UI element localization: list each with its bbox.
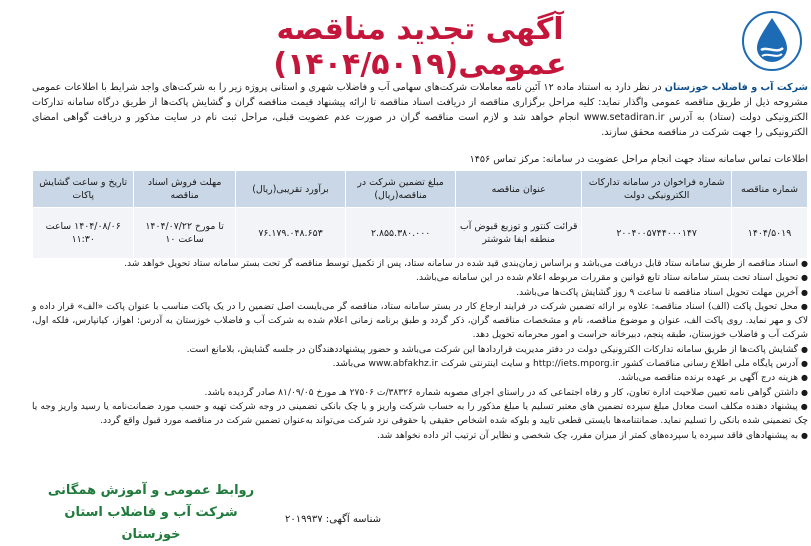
intro-text: در نظر دارد به استناد ماده ۱۲ آئین نامه معاملات شرکت‌های سهامی آب و فاضلاب شهری و استانی پروژه زیر را به شرکت‌های واجد شرایط با اطلاعات عمومی مشروحه ذیل از طریق مناقصه عمومی واگذار نماید: کلیه مراحل برگزاری مناقصه از دریافت اسناد مناقصه تا ارائه پیشنهاد قیمت مناقصه گران و گشایش پاکت‌ها از طریق درگاه سامانه تدارکات الکترونیکی دولت (ستاد) به آدرس www.setadiran.ir انجام خواهد شد و لازم است مناقصه گران در صورت عدم عضویت قبلی، مراحل ثبت نام در سایت مذکور و دریافت گواهی امضای الکترونیکی را جهت شرکت در مناقصه محقق سازند. [32, 82, 808, 138]
col-tender-title: عنوان مناقصه [456, 171, 582, 208]
list-item: ●گشایش پاکت‌ها از طریق سامانه تدارکات الکترونیکی دولت در دفتر مدیریت قراردادها این شرکت می‌باشد و حضور پیشنهاددهندگان در جلسه گشایش، بلامانع است. [186, 344, 808, 355]
col-setad-number: شماره فراخوان در سامانه تدارکات الکترونیکی دولت [582, 171, 732, 208]
list-item: ●هزینه درج آگهی بر عهده برنده مناقصه می‌باشد. [618, 373, 808, 384]
bullet-icon: ● [801, 344, 808, 354]
cell-tender-number: ۱۴۰۴/۵۰۱۹ [732, 208, 808, 259]
bullet-icon: ● [801, 430, 808, 440]
notes-list [32, 257, 808, 443]
company-signature: شرکت آب و فاضلاب استان خوزستان [64, 505, 238, 542]
cell-sale-deadline: تا مورخ ۱۴۰۴/۰۷/۲۲ ساعت ۱۰ [134, 208, 235, 259]
list-item: ●تحویل اسناد تحت بستر سامانه ستاد تابع قوانین و مقررات مربوطه اعلام شده در این سامانه می‌باشد. [416, 273, 808, 284]
list-item: ●داشتن گواهی نامه تعیین صلاحیت اداره تعاون، کار و رفاه اجتماعی که در راستای اجرای مصوبه شماره ۳۸۳۲۶/ت ۲۷۵۰۶ هـ مورخ ۸۱/۰۹/۰۵ صادر گردیده باشد. [204, 387, 808, 398]
cell-guarantee: ۲.۸۵۵.۳۸۰.۰۰۰ [346, 208, 456, 259]
intro-paragraph [32, 80, 808, 140]
table-row [33, 208, 808, 259]
list-item: ●اسناد مناقصه از طریق سامانه ستاد قابل دریافت می‌باشد و براساس زمان‌بندی قید شده در سامانه ستاد، پس از تکمیل توسط مناقصه گر تحت بستر سامانه ستاد تحویل خواهد شد. [124, 259, 808, 269]
col-sale-deadline: مهلت فروش اسناد مناقصه [134, 171, 235, 208]
header [0, 4, 811, 82]
list-item: ●به پیشنهادهای فاقد سپرده یا سپرده‌های کمتر از میزان مقرر، چک شخصی و نظایر آن ترتیب اثر داده نخواهد شد. [377, 430, 808, 441]
bullet-icon: ● [800, 301, 808, 311]
signature-block [36, 480, 266, 546]
notice-title: آگهی تجدید مناقصه عمومی(۱۴۰۴/۵۰۱۹) [273, 12, 567, 82]
col-estimate: برآورد تقریبی(ریال) [235, 171, 345, 208]
water-drop-logo-icon [741, 10, 803, 72]
ad-id: شناسه آگهی: ۲۰۱۹۹۳۷ [285, 514, 382, 525]
list-item: ●محل تحویل پاکت (الف) اسناد مناقصه: علاوه بر ارائه تضمین شرکت در فرایند ارجاع کار در بستر سامانه ستاد، مناقصه گر می‌بایست اصل تضمین را در یک پاکت مناسب با عنوان پاکت «الف» قرار داده و لاک و مهر نماید. روی پاکت الف، عنوان و موضوع مناقصه، نام و مشخصات مناقصه گران، ذکر گردد و طبق برنامه زمانی اعلام شده به شرکت آب و فاضلاب خوزستان به آدرس: اهواز، کیانپارس، فلکه اول، شرکت آب و فاضلاب خوزستان، طبقه پنجم، دبیرخانه حراست و امور محرمانه تحویل دهد. [32, 301, 808, 341]
col-guarantee: مبلغ تضمین شرکت در مناقصه(ریال) [346, 171, 456, 208]
cell-setad-number: ۲۰۰۴۰۰۵۷۴۴۰۰۰۱۴۷ [582, 208, 732, 259]
bullet-icon: ● [801, 359, 808, 369]
list-item: ●آخرین مهلت تحویل اسناد مناقصه تا ساعت ۹ روز گشایش پاکت‌ها می‌باشد. [516, 287, 808, 298]
col-opening-date: تاریخ و ساعت گشایش پاکات [33, 171, 134, 208]
col-tender-number: شماره مناقصه [732, 171, 808, 208]
bullet-icon: ● [800, 401, 809, 411]
bullet-icon: ● [801, 259, 808, 268]
cell-estimate: ۷۶.۱۷۹.۰۴۸.۶۵۳ [235, 208, 345, 259]
cell-tender-title: قرائت کنتور و توزیع قبوض آب منطقه ابفا شوشتر [456, 208, 582, 259]
list-item: ●آدرس پایگاه ملی اطلاع رسانی مناقصات کشور http://iets.mporg.ir و سایت اینترنتی شرکت www.abfakhz.ir می‌باشد. [332, 359, 808, 370]
bullet-icon: ● [801, 373, 808, 383]
table-header-row [33, 171, 808, 208]
tender-table [32, 170, 808, 259]
bullet-icon: ● [801, 287, 808, 297]
organization-name: شرکت آب و فاضلاب خوزستان [664, 82, 808, 93]
bullet-icon: ● [801, 273, 808, 283]
list-item: ●پیشنهاد دهنده مکلف است معادل مبلغ سپرده تضمین های معتبر تسلیم یا مبلغ مذکور را به حساب شرکت واریز و یا چک بانکی تضمینی در وجه شرکت تهیه و حسب مورد ضمانت‌نامه یا رسید واریز وجه یا چک تضمینی شده بانکی را تسلیم نماید. ضمانتنامه‌ها بایستی قطعی تایید و بلوکه شده اشخاص حقیقی یا حقوقی نزد شرکت می‌تواند به‌عنوان تضمین شرکت در مناقصه مورد قبول واقع گردد. [32, 401, 809, 427]
bullet-icon: ● [801, 387, 808, 397]
cell-opening-date: ۱۴۰۴/۰۸/۰۶ ساعت ۱۱:۳۰ [33, 208, 134, 259]
pr-department: روابط عمومی و آموزش همگانی [47, 483, 255, 498]
contact-line: اطلاعات تماس سامانه ستاد جهت انجام مراحل عضویت در سامانه: مرکز تماس ۱۴۵۶ [469, 154, 808, 165]
